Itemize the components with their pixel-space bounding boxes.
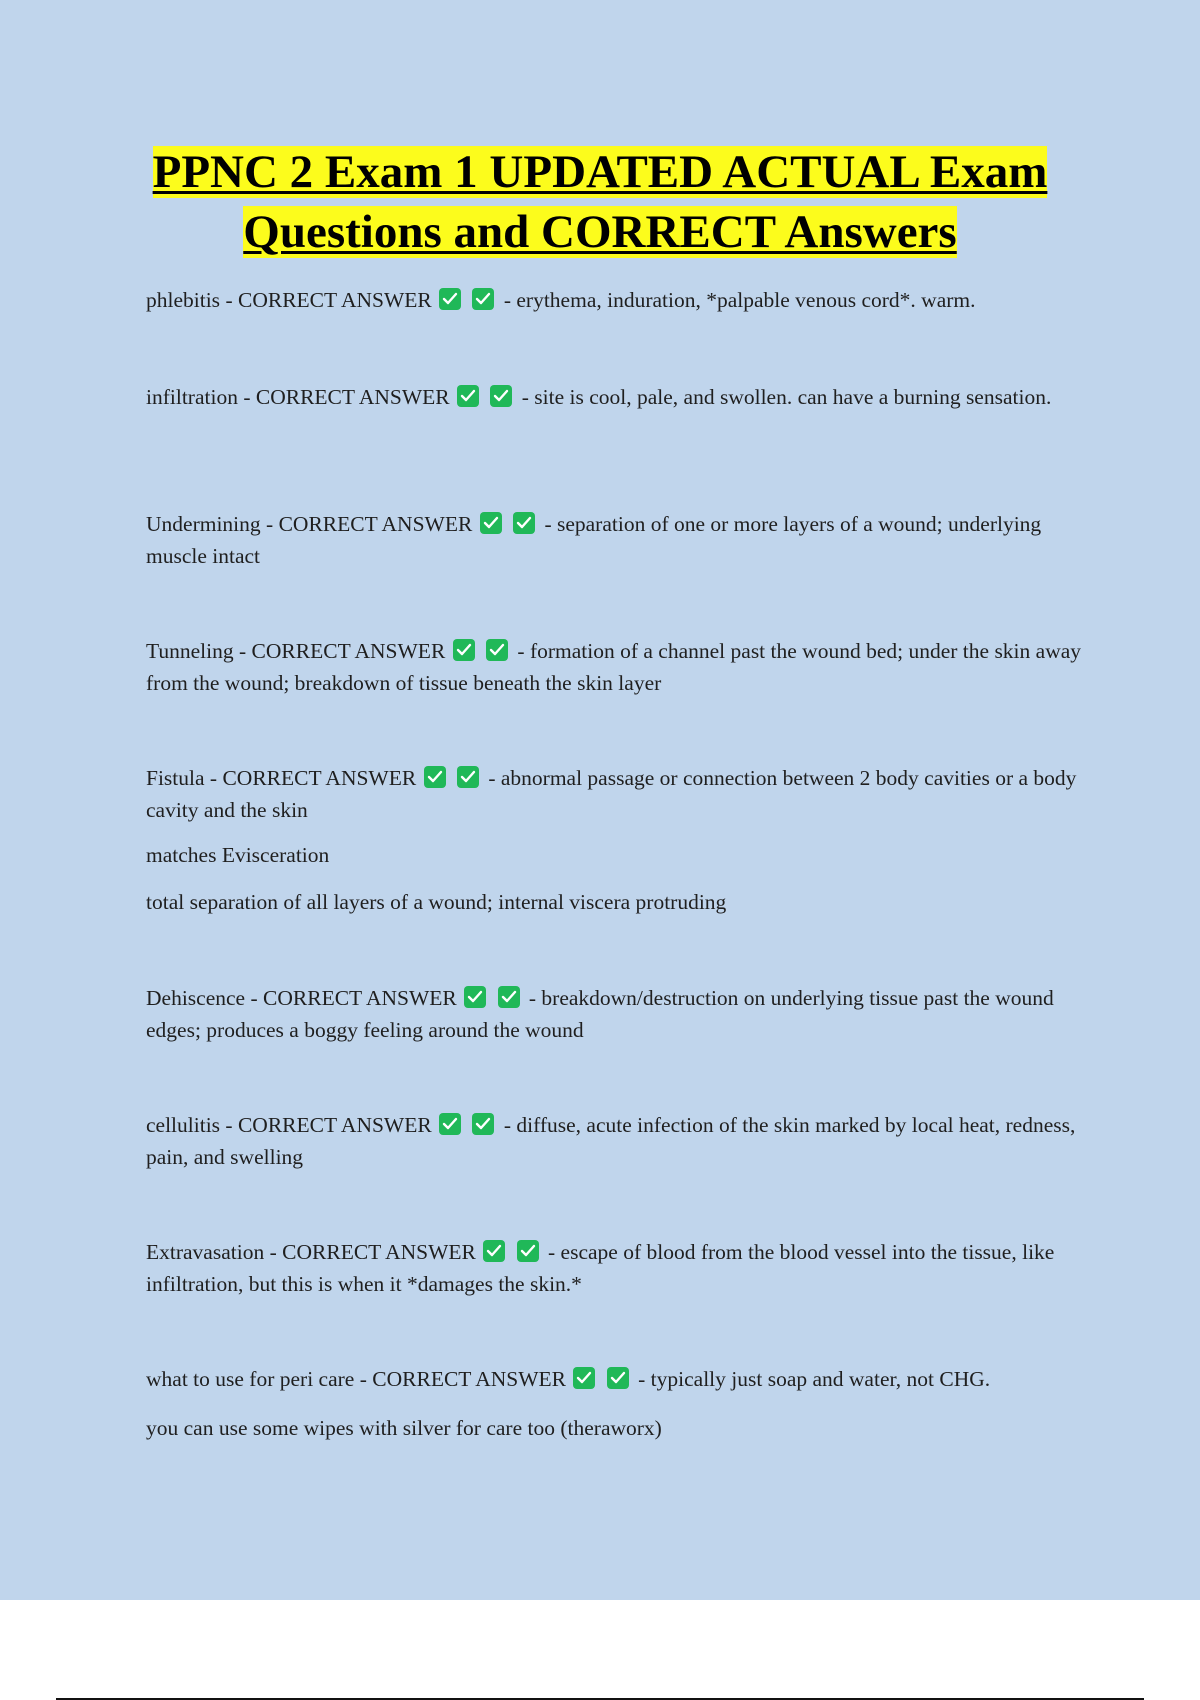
answer-label: CORRECT ANSWER	[237, 288, 432, 312]
check-box-icon	[439, 288, 461, 310]
qa-entry-peri-care: what to use for peri care - CORRECT ANSWER - typically just soap and water, not CHG.	[146, 1367, 991, 1391]
term: Undermining	[146, 512, 261, 536]
check-box-icon	[480, 512, 502, 534]
check-box-icon	[483, 1240, 505, 1262]
answer-label: CORRECT ANSWER	[251, 639, 446, 663]
term: what to use for peri care	[146, 1367, 355, 1391]
check-box-icon	[472, 1113, 494, 1135]
title-line-2: Questions and CORRECT Answers	[243, 206, 957, 258]
answer-text: - breakdown/destruction on underlying tissue past the wound edges; produces a boggy feeling around the wound	[146, 986, 1054, 1042]
wipes-note: you can use some wipes with silver for care too (theraworx)	[146, 1416, 662, 1440]
qa-entry-cellulitis: cellulitis - CORRECT ANSWER - diffuse, acute infection of the skin marked by local heat, redness, pain, and swelling	[146, 1113, 1076, 1169]
answer-text: - formation of a channel past the wound bed; under the skin away from the wound; breakdown of tissue beneath the skin layer	[146, 639, 1082, 695]
answer-label: CORRECT ANSWER	[282, 1240, 476, 1264]
term: Extravasation	[146, 1240, 265, 1264]
check-box-icon	[457, 766, 479, 788]
term: infiltration	[146, 385, 238, 409]
matches-line: matches Evisceration	[146, 843, 330, 867]
term: Dehiscence	[146, 986, 246, 1010]
answer-label: CORRECT ANSWER	[255, 385, 450, 409]
answer-text: - typically just soap and water, not CHG.	[638, 1367, 991, 1391]
check-box-icon	[439, 1113, 461, 1135]
qa-entry-dehiscence: Dehiscence - CORRECT ANSWER - breakdown/destruction on underlying tissue past the wound edges; produces a boggy feeling around the wound	[146, 986, 1054, 1042]
answer-label: CORRECT ANSWER	[222, 766, 417, 790]
answer-text: - site is cool, pale, and swollen. can have a burning sensation.	[521, 385, 1052, 409]
qa-entry-infiltration: infiltration - CORRECT ANSWER - site is cool, pale, and swollen. can have a burning sensation.	[146, 385, 1052, 409]
check-box-icon	[472, 288, 494, 310]
check-box-icon	[607, 1367, 629, 1389]
term: phlebitis	[146, 288, 221, 312]
check-box-icon	[517, 1240, 539, 1262]
check-box-icon	[486, 639, 508, 661]
answer-text: - diffuse, acute infection of the skin marked by local heat, redness, pain, and swelling	[146, 1113, 1076, 1169]
qa-entry-undermining: Undermining - CORRECT ANSWER - separation of one or more layers of a wound; underlying muscle intact	[146, 512, 1042, 568]
qa-entry-tunneling: Tunneling - CORRECT ANSWER - formation of a channel past the wound bed; under the skin away from the wound; breakdown of tissue beneath the skin layer	[146, 639, 1082, 695]
check-box-icon	[513, 512, 535, 534]
answer-text: - escape of blood from the blood vessel into the tissue, like infiltration, but this is when it *damages the skin.*	[146, 1240, 1055, 1296]
check-box-icon	[453, 639, 475, 661]
term: Tunneling	[146, 639, 234, 663]
answer-text: - erythema, induration, *palpable venous cord*. warm.	[503, 288, 976, 312]
answer-label: CORRECT ANSWER	[372, 1367, 566, 1391]
answer-text: - abnormal passage or connection between 2 body cavities or a body cavity and the skin	[146, 766, 1077, 822]
check-box-icon	[424, 766, 446, 788]
term: Fistula	[146, 766, 205, 790]
document-title	[100, 142, 1100, 262]
answer-label: CORRECT ANSWER	[237, 1113, 432, 1137]
check-box-icon	[498, 986, 520, 1008]
answer-label: CORRECT ANSWER	[278, 512, 473, 536]
title-line-1: PPNC 2 Exam 1 UPDATED ACTUAL Exam	[152, 146, 1048, 198]
qa-entry-extravasation: Extravasation - CORRECT ANSWER - escape of blood from the blood vessel into the tissue, like infiltration, but this is when it *damages the skin.*	[146, 1240, 1055, 1296]
check-box-icon	[457, 385, 479, 407]
evisceration-definition: total separation of all layers of a wound; internal viscera protruding	[146, 890, 727, 914]
answer-label: CORRECT ANSWER	[263, 986, 457, 1010]
check-box-icon	[464, 986, 486, 1008]
check-box-icon	[573, 1367, 595, 1389]
qa-entry-phlebitis: phlebitis - CORRECT ANSWER - erythema, induration, *palpable venous cord*. warm.	[146, 288, 976, 312]
answer-text: - separation of one or more layers of a wound; underlying muscle intact	[146, 512, 1042, 568]
check-box-icon	[490, 385, 512, 407]
qa-entry-fistula: Fistula - CORRECT ANSWER - abnormal passage or connection between 2 body cavities or a body cavity and the skin	[146, 766, 1077, 822]
term: cellulitis	[146, 1113, 221, 1137]
